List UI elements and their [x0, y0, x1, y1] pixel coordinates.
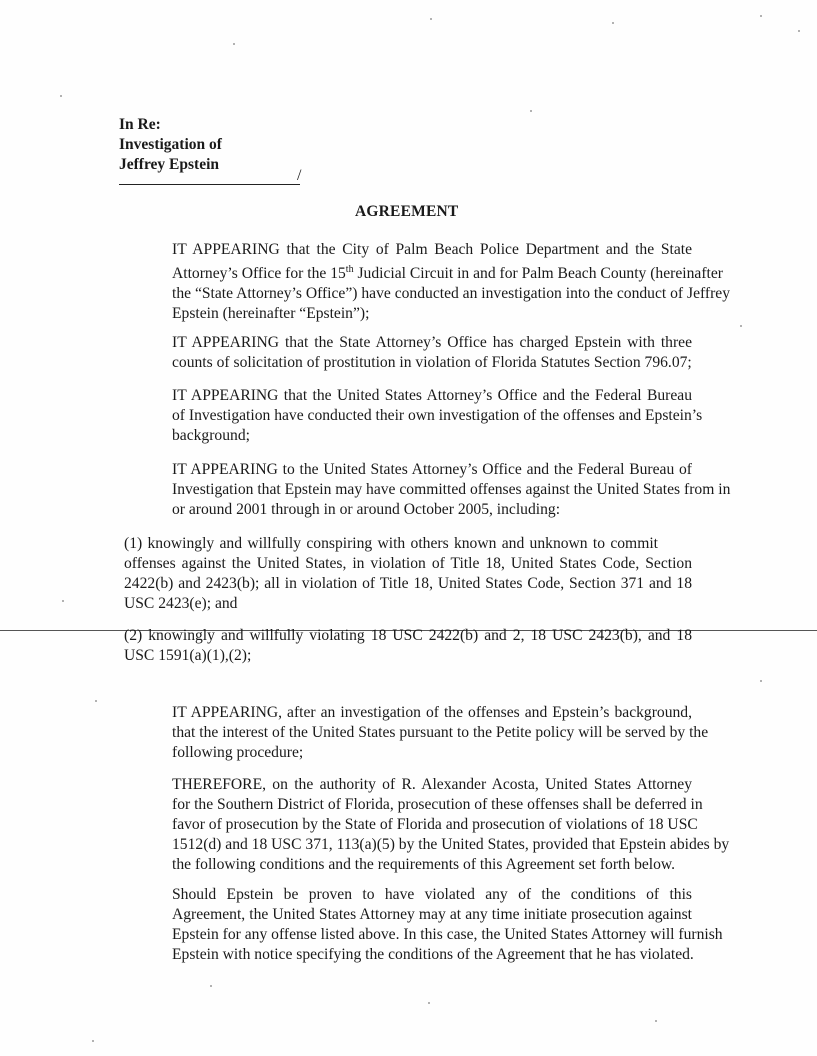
scan-speck	[428, 1002, 430, 1004]
paragraph-line: Agreement, the United States Attorney may at any time initiate prosecution against	[172, 906, 692, 923]
scan-speck	[60, 95, 62, 97]
paragraph-line: IT APPEARING to the United States Attorney’s Office and the Federal Bureau of	[172, 461, 692, 478]
paragraph-line: IT APPEARING that the City of Palm Beach Police Department and the State	[172, 241, 692, 258]
paragraph-line: Investigation that Epstein may have committed offenses against the United States from in	[172, 481, 731, 498]
caption-in-re: In Re:	[119, 116, 161, 133]
scan-speck	[798, 30, 800, 32]
paragraph-line: or around 2001 through in or around October 2005, including:	[172, 501, 561, 518]
paragraph-line: USC 2423(e); and	[124, 595, 238, 612]
offense-item-2	[124, 626, 692, 666]
scan-speck	[95, 700, 97, 702]
caption-slash: /	[297, 167, 302, 184]
paragraph-federal-offenses	[119, 460, 731, 520]
paragraph-line: Epstein (hereinafter “Epstein”);	[172, 305, 370, 323]
paragraph-line: counts of solicitation of prostitution in violation of Florida Statutes Section 796.07;	[172, 354, 692, 371]
paragraph-line: Attorney’s Office for the 15th Judicial Circuit in and for Palm Beach County (hereinafter	[172, 264, 723, 283]
scan-speck	[92, 1040, 94, 1042]
scan-speck	[430, 18, 432, 20]
scan-speck	[530, 110, 532, 112]
scan-speck	[760, 15, 762, 17]
paragraph-therefore	[119, 775, 730, 875]
paragraph-petite-policy	[119, 703, 709, 763]
paragraph-federal-investigation	[119, 386, 703, 446]
scan-speck	[62, 600, 64, 602]
paragraph-line: for the Southern District of Florida, prosecution of these offenses shall be deferred in	[172, 796, 703, 813]
scan-speck	[210, 985, 212, 987]
paragraph-line: Epstein with notice specifying the conditions of the Agreement that he has violated.	[172, 946, 694, 963]
paragraph-line: of Investigation have conducted their own investigation of the offenses and Epstein’s	[172, 407, 703, 424]
paragraph-line: offenses against the United States, in violation of Title 18, United States Code, Section	[124, 555, 692, 572]
paragraph-line: Should Epstein be proven to have violated any of the conditions of this	[172, 886, 692, 903]
scan-speck	[740, 325, 742, 327]
scan-speck	[760, 680, 762, 682]
case-caption	[119, 115, 222, 175]
paragraph-line: that the interest of the United States pursuant to the Petite policy will be served by the	[172, 724, 709, 741]
paragraph-line: favor of prosecution by the State of Florida and prosecution of violations of 18 USC	[172, 816, 698, 833]
paragraph-line: 1512(d) and 18 USC 371, 113(a)(5) by the United States, provided that Epstein abides by	[172, 836, 730, 853]
paragraph-palm-beach-investigation	[119, 240, 731, 324]
paragraph-line: (1) knowingly and willfully conspiring with others known and unknown to commit	[124, 535, 658, 552]
paragraph-violation-notice	[119, 885, 723, 965]
paragraph-line: the following conditions and the requirements of this Agreement set forth below.	[172, 856, 676, 873]
scan-speck	[233, 43, 235, 45]
caption-subject-name: Jeffrey Epstein	[119, 156, 220, 173]
paragraph-line: USC 1591(a)(1),(2);	[124, 647, 252, 664]
scan-speck	[612, 22, 614, 24]
paragraph-line: Epstein for any offense listed above. In this case, the United States Attorney will furnish	[172, 926, 723, 943]
paragraph-line: 2422(b) and 2423(b); all in violation of Title 18, United States Code, Section 371 and 18	[124, 575, 692, 592]
caption-investigation-of: Investigation of	[119, 136, 222, 153]
paragraph-line: IT APPEARING, after an investigation of the offenses and Epstein’s background,	[172, 704, 692, 721]
paragraph-line: background;	[172, 427, 250, 444]
paragraph-line: the “State Attorney’s Office”) have conducted an investigation into the conduct of Jeffrey	[172, 285, 731, 303]
paragraph-line: IT APPEARING that the United States Attorney’s Office and the Federal Bureau	[172, 387, 692, 404]
document-title: AGREEMENT	[355, 203, 459, 220]
paragraph-line: IT APPEARING that the State Attorney’s Office has charged Epstein with three	[172, 334, 692, 351]
paragraph-line: (2) knowingly and willfully violating 18 USC 2422(b) and 2, 18 USC 2423(b), and 18	[124, 627, 692, 644]
paragraph-state-charges	[119, 333, 692, 373]
paragraph-line: THEREFORE, on the authority of R. Alexander Acosta, United States Attorney	[172, 776, 692, 793]
offense-item-1	[124, 534, 692, 614]
caption-underline	[119, 184, 300, 185]
scan-speck	[655, 1020, 657, 1022]
paragraph-line: following procedure;	[172, 744, 304, 761]
